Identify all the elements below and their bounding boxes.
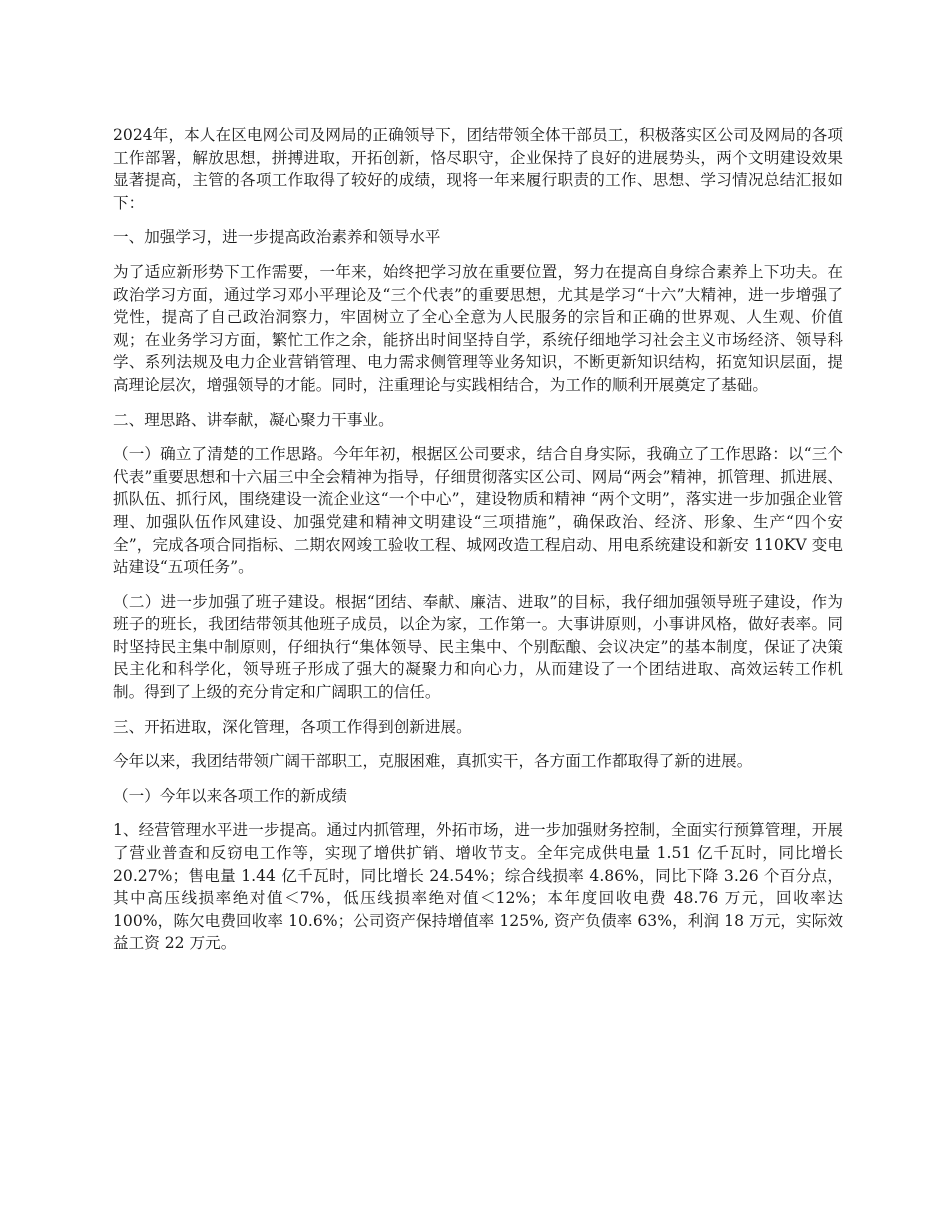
body-paragraph: （一）确立了清楚的工作思路。今年年初，根据区公司要求，结合自身实际，我确立了工作思路：以“三个代表”重要思想和十六届三中全会精神为指导，仔细贯彻落实区公司、网局“两会”精神，抓管理、抓进展、抓队伍、抓行风，围绕建设一流企业这“一个中心”，建设物质和精神 “两个文明”，落实进一步加强企业管理、加强队伍作风建设、加强党建和精神文明建设“三项措施”，确保政治、经济、形象、生产“四个安全”，完成各项合同指标、二期农网竣工验收工程、城网改造工程启动、用电系统建设和新安 110KV 变电站建设“五项任务”。 <box>113 445 843 577</box>
body-paragraph: 为了适应新形势下工作需要，一年来，始终把学习放在重要位置，努力在提高自身综合素养上下功夫。在政治学习方面，通过学习邓小平理论及“三个代表”的重要思想，尤其是学习“十六”大精神，进一步增强了党性，提高了自己政治洞察力，牢固树立了全心全意为人民服务的宗旨和正确的世界观、人生观、价值观；在业务学习方面，繁忙工作之余，能挤出时间坚持自学，系统仔细地学习社会主义市场经济、领导科学、系列法规及电力企业营销管理、电力需求侧管理等业务知识，不断更新知识结构，拓宽知识层面，提高理论层次，增强领导的才能。同时，注重理论与实践相结合，为工作的顺利开展奠定了基础。 <box>113 262 843 394</box>
body-paragraph: 今年以来，我团结带领广阔干部职工，克服困难，真抓实干，各方面工作都取得了新的进展。 <box>113 752 753 771</box>
intro-paragraph: 2024年，本人在区电网公司及网局的正确领导下，团结带领全体干部员工，积极落实区公司及网局的各项工作部署，解放思想，拼搏进取，开拓创新，恪尽职守，企业保持了良好的进展势头，两个文明建设效果显著提高，主管的各项工作取得了较好的成绩，现将一年来履行职责的工作、思想、学习情况总结汇报如下： <box>113 126 843 212</box>
body-paragraph: 1、经营管理水平进一步提高。通过内抓管理，外拓市场，进一步加强财务控制，全面实行预算管理，开展了营业普查和反窃电工作等，实现了增供扩销、增收节支。全年完成供电量 1.51 亿千瓦时，同比增长 20.27%；售电量 1.44 亿千瓦时，同比增长 24.54%；综合线损率 4.86%，同比下降 3.26 个百分点，其中高压线损率绝对值＜7%，低压线损率绝对值＜12%；本年度回收电费 48.76 万元，回收率达 100%，陈欠电费回收率 10.6%；公司资产保持增值率 125%, 资产负债率 63%，利润 18 万元，实际效益工资 22 万元。 <box>113 821 843 953</box>
document-page <box>113 124 843 967</box>
subsection-heading: （一）今年以来各项工作的新成绩 <box>113 786 347 805</box>
section-heading-3: 三、开拓进取，深化管理，各项工作得到创新进展。 <box>113 717 472 736</box>
section-heading-2: 二、理思路、讲奉献，凝心聚力干事业。 <box>113 410 394 429</box>
section-heading-1: 一、加强学习，进一步提高政治素养和领导水平 <box>113 228 441 247</box>
body-paragraph: （二）进一步加强了班子建设。根据“团结、奉献、廉洁、进取”的目标，我仔细加强领导班子建设，作为班子的班长，我团结带领其他班子成员，以企为家，工作第一。大事讲原则，小事讲风格，做好表率。同时坚持民主集中制原则，仔细执行“集体领导、民主集中、个别酝酿、会议决定”的基本制度，保证了决策民主化和科学化，领导班子形成了强大的凝聚力和向心力，从而建设了一个团结进取、高效运转工作机制。得到了上级的充分肯定和广阔职工的信任。 <box>113 592 843 702</box>
